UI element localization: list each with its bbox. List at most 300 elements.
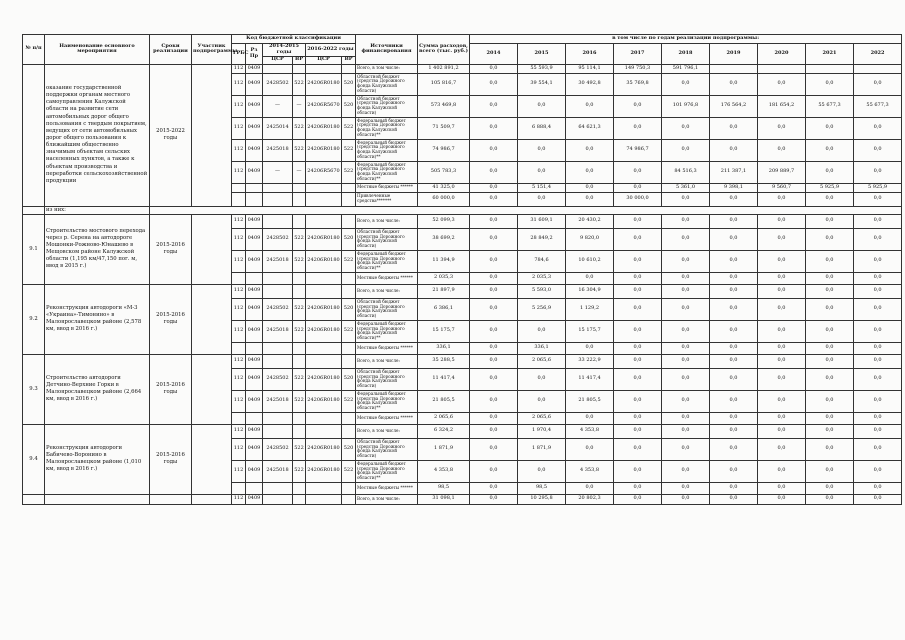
- year-value-cell: 95 114,1: [566, 64, 614, 73]
- participant-cell: [192, 64, 232, 206]
- year-value-cell: 0,0: [566, 192, 614, 206]
- year-value-cell: 0,0: [470, 424, 518, 438]
- year-value-cell: 0,0: [566, 342, 614, 354]
- year-value-cell: 0,0: [806, 117, 854, 139]
- header-terms: Сроки реализации: [150, 35, 192, 65]
- year-value-cell: 2 065,6: [518, 354, 566, 368]
- rzpr-cell: [246, 183, 263, 192]
- year-value-cell: 0,0: [614, 298, 662, 320]
- year-value-cell: 181 654,2: [758, 95, 806, 117]
- year-value-cell: 0,0: [758, 354, 806, 368]
- source-cell: Федеральный бюджет (средства Дорожного фонда Калужской области)**: [356, 250, 418, 272]
- year-value-cell: 0,0: [470, 494, 518, 504]
- item-number: 9.4: [23, 424, 45, 494]
- csr-cell: 2428502: [263, 228, 293, 250]
- year-value-cell: 1 129,2: [566, 298, 614, 320]
- csr-cell: —: [263, 95, 293, 117]
- year-value-cell: 0,0: [614, 161, 662, 183]
- year-value-cell: 9 820,0: [566, 228, 614, 250]
- grbs-cell: 112: [232, 64, 246, 73]
- csr-cell: 24206R0180: [306, 73, 342, 95]
- year-value-cell: 28 849,2: [518, 228, 566, 250]
- year-value-cell: 0,0: [662, 412, 710, 424]
- incl-label: из них:: [45, 206, 150, 214]
- year-value-cell: 0,0: [806, 139, 854, 161]
- year-value-cell: 591 796,1: [662, 64, 710, 73]
- year-value-cell: 0,0: [470, 161, 518, 183]
- year-value-cell: 0,0: [518, 390, 566, 412]
- vr-cell: [342, 214, 356, 228]
- year-value-cell: 0,0: [566, 139, 614, 161]
- csr-cell: 24206R0180: [306, 368, 342, 390]
- year-value-cell: 0,0: [614, 272, 662, 284]
- vr-cell: —: [293, 161, 306, 183]
- year-value-cell: 30 492,8: [566, 73, 614, 95]
- year-value-cell: 0,0: [806, 342, 854, 354]
- header-name: Наименование основного мероприятия: [45, 35, 150, 65]
- year-value-cell: 0,0: [614, 390, 662, 412]
- year-value-cell: 0,0: [614, 214, 662, 228]
- year-value-cell: 0,0: [566, 412, 614, 424]
- grbs-cell: [232, 272, 246, 284]
- year-2017: 2017: [614, 44, 662, 65]
- year-value-cell: 0,0: [662, 228, 710, 250]
- year-value-cell: 0,0: [806, 368, 854, 390]
- vr-cell: 522: [293, 320, 306, 342]
- csr-cell: 24206R0180: [306, 139, 342, 161]
- year-value-cell: 0,0: [758, 250, 806, 272]
- year-value-cell: 0,0: [854, 250, 902, 272]
- year-value-cell: 0,0: [806, 438, 854, 460]
- year-value-cell: 209 889,7: [758, 161, 806, 183]
- vr-cell: [342, 64, 356, 73]
- vr-cell: [293, 284, 306, 298]
- vr-cell: [342, 284, 356, 298]
- source-cell: Привлеченные средства*******: [356, 192, 418, 206]
- year-value-cell: 0,0: [854, 482, 902, 494]
- year-value-cell: 0,0: [662, 354, 710, 368]
- year-2022: 2022: [854, 44, 902, 65]
- year-value-cell: 0,0: [614, 412, 662, 424]
- num-cell: [23, 64, 45, 206]
- source-cell: Местные бюджеты ******: [356, 183, 418, 192]
- year-value-cell: 0,0: [806, 161, 854, 183]
- source-cell: Федеральный бюджет (средства Дорожного фонда Калужской области)**: [356, 320, 418, 342]
- year-value-cell: 16 304,9: [566, 284, 614, 298]
- header-period1: 2014-2015 годы: [263, 44, 306, 57]
- year-value-cell: 0,0: [614, 228, 662, 250]
- vr-cell: 522: [293, 250, 306, 272]
- num-cell: [23, 494, 45, 504]
- total-cell: 6 386,1: [418, 298, 470, 320]
- csr-cell: [306, 284, 342, 298]
- rzpr-cell: [246, 192, 263, 206]
- year-value-cell: 0,0: [806, 494, 854, 504]
- year-value-cell: 0,0: [614, 320, 662, 342]
- source-cell: Всего, в том числе:: [356, 284, 418, 298]
- year-value-cell: 0,0: [806, 228, 854, 250]
- year-value-cell: 0,0: [566, 183, 614, 192]
- year-value-cell: 0,0: [614, 368, 662, 390]
- vr-cell: [342, 494, 356, 504]
- year-value-cell: 0,0: [758, 482, 806, 494]
- year-value-cell: 5 925,9: [854, 183, 902, 192]
- total-cell: 4 353,8: [418, 460, 470, 482]
- source-cell: Всего, в том числе:: [356, 214, 418, 228]
- terms-cell: [150, 206, 902, 214]
- source-cell: Местные бюджеты ******: [356, 272, 418, 284]
- vr-cell: [342, 354, 356, 368]
- year-value-cell: 0,0: [614, 250, 662, 272]
- vr-cell: [342, 183, 356, 192]
- header-vr-2: ВР: [342, 56, 356, 64]
- grbs-cell: 112: [232, 214, 246, 228]
- year-value-cell: 0,0: [806, 354, 854, 368]
- year-value-cell: 0,0: [758, 412, 806, 424]
- year-value-cell: 0,0: [470, 342, 518, 354]
- year-value-cell: 0,0: [758, 192, 806, 206]
- year-value-cell: 0,0: [614, 342, 662, 354]
- rzpr-cell: 0409: [246, 73, 263, 95]
- year-value-cell: 5 151,4: [518, 183, 566, 192]
- vr-cell: [342, 342, 356, 354]
- year-value-cell: 0,0: [758, 494, 806, 504]
- year-value-cell: 0,0: [518, 161, 566, 183]
- rzpr-cell: 0409: [246, 214, 263, 228]
- year-value-cell: 176 564,2: [710, 95, 758, 117]
- year-value-cell: 0,0: [758, 368, 806, 390]
- csr-cell: [306, 412, 342, 424]
- csr-cell: 2425014: [263, 117, 293, 139]
- year-value-cell: 0,0: [710, 228, 758, 250]
- year-value-cell: 10 610,2: [566, 250, 614, 272]
- csr-cell: 24206R0180: [306, 117, 342, 139]
- year-value-cell: 0,0: [806, 412, 854, 424]
- csr-cell: [263, 412, 293, 424]
- year-value-cell: 0,0: [710, 390, 758, 412]
- year-value-cell: 101 976,8: [662, 95, 710, 117]
- year-value-cell: 0,0: [662, 298, 710, 320]
- year-value-cell: 0,0: [854, 214, 902, 228]
- vr-cell: [293, 342, 306, 354]
- year-value-cell: 0,0: [470, 228, 518, 250]
- total-cell: 71 509,7: [418, 117, 470, 139]
- year-value-cell: 0,0: [614, 438, 662, 460]
- header-rzpr: Рз Пр: [246, 44, 263, 65]
- year-value-cell: [854, 64, 902, 73]
- vr-cell: [342, 412, 356, 424]
- csr-cell: [306, 64, 342, 73]
- budget-table: [22, 34, 902, 505]
- year-value-cell: 39 554,1: [518, 73, 566, 95]
- csr-cell: 24206R0180: [306, 390, 342, 412]
- item-name: Строительство автодороги Детчино-Верхние Горки в Малоярославецком районе (2,664 км, ввод в 2016 г.): [45, 354, 150, 424]
- year-value-cell: 0,0: [470, 250, 518, 272]
- year-value-cell: 0,0: [758, 298, 806, 320]
- header-budget-code: Код бюджетной классификации: [232, 35, 356, 44]
- vr-cell: 522: [342, 460, 356, 482]
- year-value-cell: 0,0: [710, 482, 758, 494]
- csr-cell: 24206R5670: [306, 95, 342, 117]
- rzpr-cell: 0409: [246, 354, 263, 368]
- table-row: [23, 214, 902, 228]
- table-row: [23, 354, 902, 368]
- year-value-cell: 149 750,3: [614, 64, 662, 73]
- year-value-cell: 336,1: [518, 342, 566, 354]
- header-total: Сумма расходов, всего (тыс. руб.): [418, 35, 470, 65]
- year-value-cell: 0,0: [662, 494, 710, 504]
- year-value-cell: 0,0: [710, 284, 758, 298]
- source-cell: Областной бюджет (средства Дорожного фонда Калужской области): [356, 368, 418, 390]
- grbs-cell: [232, 342, 246, 354]
- csr-cell: [263, 192, 293, 206]
- year-value-cell: 0,0: [662, 73, 710, 95]
- total-cell: 573 469,8: [418, 95, 470, 117]
- total-cell: 1 871,9: [418, 438, 470, 460]
- year-value-cell: 0,0: [758, 284, 806, 298]
- table-row: [23, 206, 902, 214]
- year-value-cell: 0,0: [518, 139, 566, 161]
- year-value-cell: 0,0: [758, 342, 806, 354]
- year-value-cell: 0,0: [854, 192, 902, 206]
- year-value-cell: 5 256,9: [518, 298, 566, 320]
- year-value-cell: 0,0: [758, 460, 806, 482]
- year-value-cell: 0,0: [806, 424, 854, 438]
- item-terms: 2015-2016 годы: [150, 424, 192, 494]
- year-value-cell: 0,0: [518, 368, 566, 390]
- year-value-cell: 0,0: [806, 272, 854, 284]
- year-2016: 2016: [566, 44, 614, 65]
- year-value-cell: 0,0: [854, 460, 902, 482]
- year-value-cell: 0,0: [854, 424, 902, 438]
- year-value-cell: 0,0: [662, 368, 710, 390]
- year-value-cell: 0,0: [854, 228, 902, 250]
- year-value-cell: 11 417,4: [566, 368, 614, 390]
- year-value-cell: 0,0: [710, 494, 758, 504]
- year-value-cell: [806, 64, 854, 73]
- source-cell: Областной бюджет (средства Дорожного фонда Калужской области): [356, 73, 418, 95]
- year-value-cell: 1 871,9: [518, 438, 566, 460]
- grbs-cell: 112: [232, 494, 246, 504]
- year-value-cell: 0,0: [662, 139, 710, 161]
- year-value-cell: 0,0: [614, 482, 662, 494]
- year-value-cell: 2 065,6: [518, 412, 566, 424]
- grbs-cell: 112: [232, 390, 246, 412]
- vr-cell: 520: [342, 95, 356, 117]
- vr-cell: 522: [293, 117, 306, 139]
- rzpr-cell: 0409: [246, 64, 263, 73]
- vr-cell: [293, 424, 306, 438]
- year-value-cell: 0,0: [566, 438, 614, 460]
- csr-cell: 24206R0180: [306, 250, 342, 272]
- year-value-cell: 20 802,3: [566, 494, 614, 504]
- csr-cell: —: [263, 161, 293, 183]
- year-2019: 2019: [710, 44, 758, 65]
- csr-cell: [263, 284, 293, 298]
- source-cell: Областной бюджет (средства Дорожного фонда Калужской области): [356, 228, 418, 250]
- year-value-cell: 0,0: [710, 192, 758, 206]
- year-value-cell: 33 222,9: [566, 354, 614, 368]
- total-cell: 52 099,3: [418, 214, 470, 228]
- participant-cell: [192, 284, 232, 354]
- item-terms: 2015-2016 годы: [150, 284, 192, 354]
- total-cell: 105 816,7: [418, 73, 470, 95]
- participant-cell: [192, 214, 232, 284]
- header-grbs: ГРБС: [232, 44, 246, 65]
- year-value-cell: 0,0: [854, 284, 902, 298]
- grbs-cell: 112: [232, 354, 246, 368]
- total-cell: 21 897,9: [418, 284, 470, 298]
- total-cell: 2 035,3: [418, 272, 470, 284]
- year-value-cell: 0,0: [614, 95, 662, 117]
- grbs-cell: 112: [232, 320, 246, 342]
- source-cell: Областной бюджет (средства Дорожного фонда Калужской области): [356, 95, 418, 117]
- rzpr-cell: [246, 412, 263, 424]
- year-value-cell: 10 295,8: [518, 494, 566, 504]
- participant-cell: [192, 494, 232, 504]
- year-value-cell: 0,0: [854, 320, 902, 342]
- year-value-cell: 0,0: [758, 424, 806, 438]
- csr-cell: 24206R0180: [306, 438, 342, 460]
- source-cell: Федеральный бюджет (средства Дорожного фонда Калужской области)**: [356, 460, 418, 482]
- grbs-cell: 112: [232, 424, 246, 438]
- source-cell: Всего, в том числе:: [356, 494, 418, 504]
- rzpr-cell: 0409: [246, 117, 263, 139]
- year-value-cell: 0,0: [518, 320, 566, 342]
- item-number: 9.3: [23, 354, 45, 424]
- year-value-cell: 0,0: [470, 438, 518, 460]
- rzpr-cell: 0409: [246, 460, 263, 482]
- year-value-cell: 0,0: [710, 412, 758, 424]
- total-cell: 11 394,9: [418, 250, 470, 272]
- year-value-cell: 0,0: [758, 438, 806, 460]
- grbs-cell: 112: [232, 298, 246, 320]
- year-2014: 2014: [470, 44, 518, 65]
- year-value-cell: 0,0: [710, 250, 758, 272]
- rzpr-cell: 0409: [246, 161, 263, 183]
- vr-cell: [342, 482, 356, 494]
- total-cell: 41 325,0: [418, 183, 470, 192]
- year-value-cell: 0,0: [710, 438, 758, 460]
- vr-cell: 520: [342, 368, 356, 390]
- vr-cell: [293, 183, 306, 192]
- vr-cell: 520: [342, 73, 356, 95]
- year-value-cell: 0,0: [470, 482, 518, 494]
- total-cell: 505 783,3: [418, 161, 470, 183]
- year-value-cell: 4 353,8: [566, 424, 614, 438]
- vr-cell: [342, 424, 356, 438]
- csr-cell: [263, 482, 293, 494]
- grbs-cell: 112: [232, 250, 246, 272]
- grbs-cell: 112: [232, 117, 246, 139]
- year-value-cell: 64 621,3: [566, 117, 614, 139]
- csr-cell: [306, 183, 342, 192]
- vr-cell: 522: [293, 139, 306, 161]
- csr-cell: [306, 272, 342, 284]
- year-value-cell: 9 560,7: [758, 183, 806, 192]
- year-value-cell: 0,0: [518, 460, 566, 482]
- vr-cell: [293, 482, 306, 494]
- source-cell: Областной бюджет (средства Дорожного фонда Калужской области): [356, 298, 418, 320]
- year-value-cell: 0,0: [806, 460, 854, 482]
- source-cell: Федеральный бюджет (средства Дорожного фонда Калужской области)**: [356, 117, 418, 139]
- year-value-cell: 784,6: [518, 250, 566, 272]
- year-value-cell: 0,0: [662, 284, 710, 298]
- total-cell: 98,5: [418, 482, 470, 494]
- year-value-cell: 55 677,3: [806, 95, 854, 117]
- year-2015: 2015: [518, 44, 566, 65]
- year-value-cell: 0,0: [662, 460, 710, 482]
- grbs-cell: 112: [232, 368, 246, 390]
- csr-cell: [263, 272, 293, 284]
- vr-cell: 522: [293, 298, 306, 320]
- year-value-cell: 0,0: [662, 214, 710, 228]
- year-value-cell: 0,0: [806, 214, 854, 228]
- header-sources: Источники финансирования: [356, 35, 418, 65]
- year-value-cell: 0,0: [614, 117, 662, 139]
- year-value-cell: 0,0: [614, 284, 662, 298]
- grbs-cell: 112: [232, 460, 246, 482]
- year-value-cell: 98,5: [518, 482, 566, 494]
- vr-cell: 522: [342, 250, 356, 272]
- year-value-cell: 0,0: [758, 73, 806, 95]
- vr-cell: [293, 272, 306, 284]
- vr-cell: [342, 272, 356, 284]
- year-value-cell: 0,0: [806, 250, 854, 272]
- year-value-cell: 21 805,5: [566, 390, 614, 412]
- item-name: Реконструкция автодороги Бабичево-Воронино в Малоярославецком районе (1,010 км, ввод в 2016 г.): [45, 424, 150, 494]
- csr-cell: [263, 354, 293, 368]
- total-cell: 35 288,5: [418, 354, 470, 368]
- year-value-cell: 20 430,2: [566, 214, 614, 228]
- year-value-cell: 0,0: [614, 354, 662, 368]
- year-value-cell: 0,0: [710, 424, 758, 438]
- vr-cell: 522: [342, 161, 356, 183]
- grbs-cell: [232, 192, 246, 206]
- total-cell: 38 699,2: [418, 228, 470, 250]
- year-value-cell: 0,0: [710, 368, 758, 390]
- grbs-cell: 112: [232, 95, 246, 117]
- year-value-cell: 0,0: [470, 73, 518, 95]
- vr-cell: 522: [342, 117, 356, 139]
- year-value-cell: 0,0: [854, 494, 902, 504]
- vr-cell: —: [293, 95, 306, 117]
- csr-cell: [263, 183, 293, 192]
- csr-cell: [263, 214, 293, 228]
- year-2021: 2021: [806, 44, 854, 65]
- vr-cell: 522: [293, 228, 306, 250]
- year-value-cell: 9 398,1: [710, 183, 758, 192]
- year-value-cell: 0,0: [758, 320, 806, 342]
- year-value-cell: 0,0: [806, 73, 854, 95]
- year-value-cell: 0,0: [854, 139, 902, 161]
- csr-cell: 24206R5670: [306, 161, 342, 183]
- year-value-cell: 0,0: [470, 192, 518, 206]
- year-value-cell: 0,0: [854, 117, 902, 139]
- year-value-cell: 0,0: [614, 494, 662, 504]
- year-value-cell: 0,0: [806, 298, 854, 320]
- year-value-cell: 0,0: [854, 342, 902, 354]
- rzpr-cell: [246, 482, 263, 494]
- year-value-cell: 0,0: [854, 272, 902, 284]
- year-value-cell: 0,0: [758, 228, 806, 250]
- vr-cell: [293, 354, 306, 368]
- source-cell: Федеральный бюджет (средства Дорожного фонда Калужской области)**: [356, 161, 418, 183]
- csr-cell: [306, 424, 342, 438]
- year-value-cell: 0,0: [470, 284, 518, 298]
- item-number: 9.2: [23, 284, 45, 354]
- vr-cell: [293, 64, 306, 73]
